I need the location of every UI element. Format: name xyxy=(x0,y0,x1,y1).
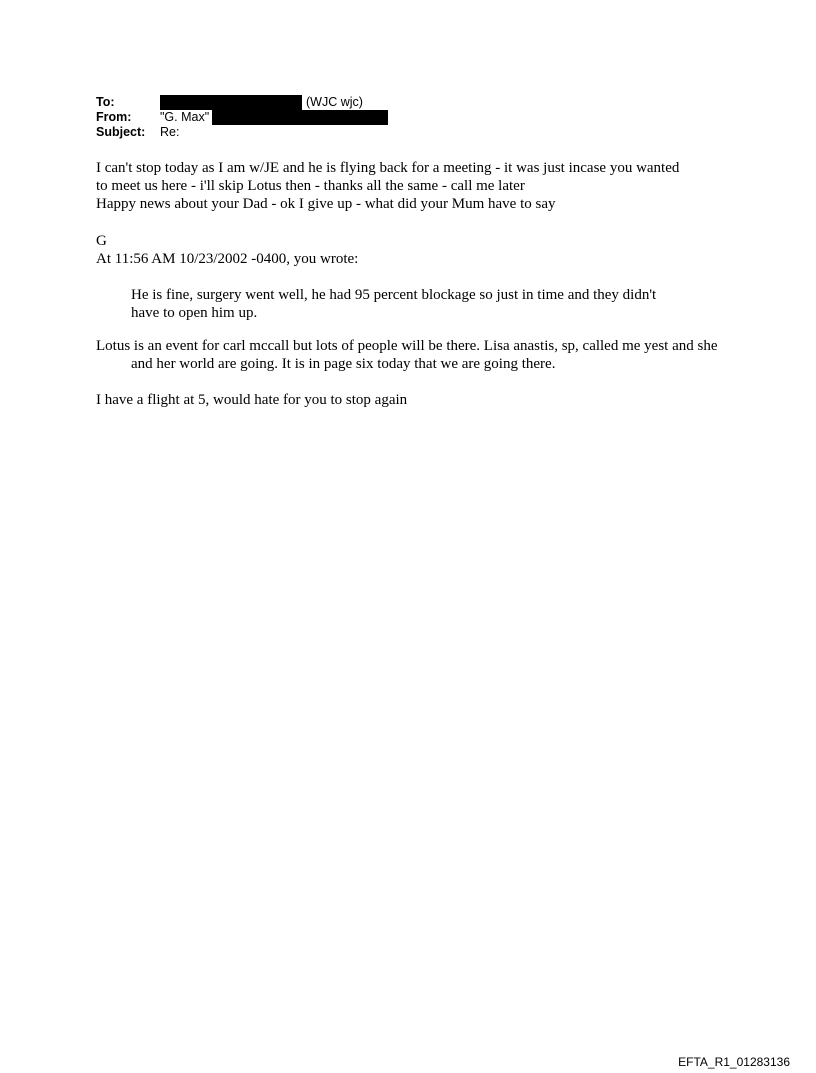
redacted-recipient xyxy=(160,95,302,110)
reply-attribution: At 11:56 AM 10/23/2002 -0400, you wrote: xyxy=(96,251,359,267)
signature: G xyxy=(96,233,107,249)
to-label: To: xyxy=(96,95,115,109)
subject-label: Subject: xyxy=(96,125,146,139)
email-body xyxy=(96,159,776,409)
from-name: "G. Max" xyxy=(160,110,210,124)
subject-row xyxy=(96,125,388,140)
body-line: Happy news about your Dad - ok I give up - what did your Mum have to say xyxy=(96,196,556,212)
from-label: From: xyxy=(96,110,132,124)
to-suffix: (WJC wjc) xyxy=(306,95,363,109)
redacted-sender-address xyxy=(212,110,388,125)
subject-value: Re: xyxy=(160,125,180,139)
quoted-text: He is fine, surgery went well, he had 95 percent blockage so just in time and they didn't have to open him up. xyxy=(131,287,657,321)
flight-line: I have a flight at 5, would hate for you to stop again xyxy=(96,392,408,408)
body-line: I can't stop today as I am w/JE and he is flying back for a meeting - it was just incase you wanted xyxy=(96,160,680,176)
email-header xyxy=(96,95,388,140)
from-row xyxy=(96,110,388,125)
body-line: to meet us here - i'll skip Lotus then - thanks all the same - call me later xyxy=(96,178,525,194)
lotus-paragraph: Lotus is an event for carl mccall but lots of people will be there. Lisa anastis, sp, called me yest and she and her world are going. It is in page six today that we are going there. xyxy=(96,338,718,372)
to-row xyxy=(96,95,388,110)
document-id: EFTA_R1_01283136 xyxy=(678,1055,790,1069)
